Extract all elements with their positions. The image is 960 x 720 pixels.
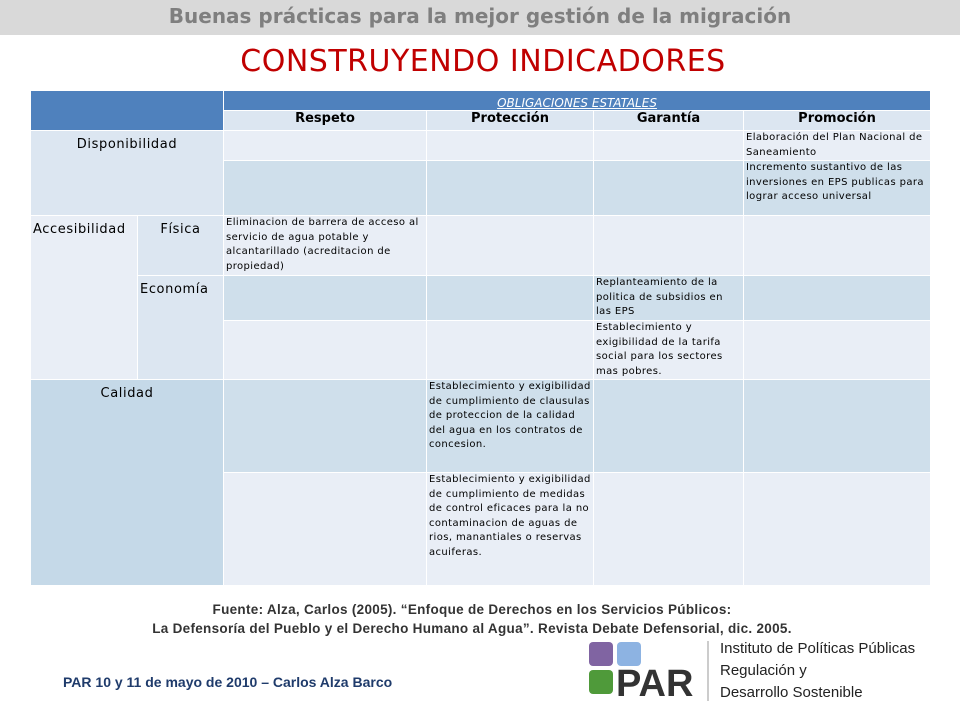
slide-title: CONSTRUYENDO INDICADORES (240, 44, 726, 79)
institute-line-2: Regulación y (720, 662, 807, 679)
source-citation (0, 600, 944, 638)
table-cell (744, 216, 931, 276)
table-cell (224, 131, 427, 161)
row-label-fisica: Física (138, 216, 224, 276)
column-header-promocion: Promoción (744, 111, 931, 131)
table-cell (224, 473, 427, 586)
table-cell (427, 161, 594, 216)
table-cell: Establecimiento y exigibilidad de la tarifa social para los sectores mas pobres. (594, 321, 744, 380)
logo-square-purple (589, 642, 613, 666)
table-cell (594, 380, 744, 473)
table-cell (427, 276, 594, 321)
table-cell (744, 380, 931, 473)
table-cell (594, 131, 744, 161)
source-line-1: Fuente: Alza, Carlos (2005). “Enfoque de Derechos en los Servicios Públicos: (212, 602, 732, 617)
row-label-disponibilidad: Disponibilidad (31, 131, 224, 216)
table-cell (224, 276, 427, 321)
logo-mark-text: PAR (616, 663, 694, 705)
table-cell: Elaboración del Plan Nacional de Saneamiento (744, 131, 931, 161)
table-cell (427, 131, 594, 161)
institute-line-1: Instituto de Políticas Públicas (720, 640, 916, 657)
header-bar (0, 0, 960, 35)
column-header-proteccion: Protección (427, 111, 594, 131)
row-label-economia: Economía (138, 276, 224, 380)
table-cell: Eliminacion de barrera de acceso al servicio de agua potable y alcantarillado (acreditacion de propiedad) (224, 216, 427, 276)
indicators-table (30, 90, 931, 586)
table-cell: Establecimiento y exigibilidad de cumplimiento de clausulas de proteccion de la calidad del agua en los contratos de concesion. (427, 380, 594, 473)
corner-cell (31, 91, 224, 131)
table-cell (427, 216, 594, 276)
row-label-accesibilidad: Accesibilidad (31, 216, 138, 380)
institute-name (720, 638, 920, 704)
row-label-calidad: Calidad (31, 380, 224, 586)
table-cell: Establecimiento y exigibilidad de cumplimiento de medidas de control eficaces para la no contaminacion de aguas de rios, manantiales o reservas acuiferas. (427, 473, 594, 586)
table-cell (744, 321, 931, 380)
column-header-respeto: Respeto (224, 111, 427, 131)
table-cell (224, 161, 427, 216)
table-cell (594, 216, 744, 276)
source-line-2: La Defensoría del Pueblo y el Derecho Humano al Agua”. Revista Debate Defensorial, dic. 2005. (152, 621, 792, 636)
table-cell (594, 473, 744, 586)
footer-event: PAR 10 y 11 de mayo de 2010 – Carlos Alza Barco (63, 674, 393, 690)
logo-square-green (589, 670, 613, 694)
presentation-subtitle: Buenas prácticas para la mejor gestión de la migración (168, 4, 792, 28)
table-cell (224, 321, 427, 380)
table-cell (744, 473, 931, 586)
table-cell: Replanteamiento de la politica de subsidios en las EPS (594, 276, 744, 321)
table-cell (744, 276, 931, 321)
table-cell (224, 380, 427, 473)
group-header: OBLIGACIONES ESTATALES (224, 91, 931, 111)
institute-line-3: Desarrollo Sostenible (720, 684, 863, 701)
table-cell (594, 161, 744, 216)
column-header-garantia: Garantía (594, 111, 744, 131)
table-cell: Incremento sustantivo de las inversiones en EPS publicas para lograr acceso universal (744, 161, 931, 216)
table-cell (427, 321, 594, 380)
